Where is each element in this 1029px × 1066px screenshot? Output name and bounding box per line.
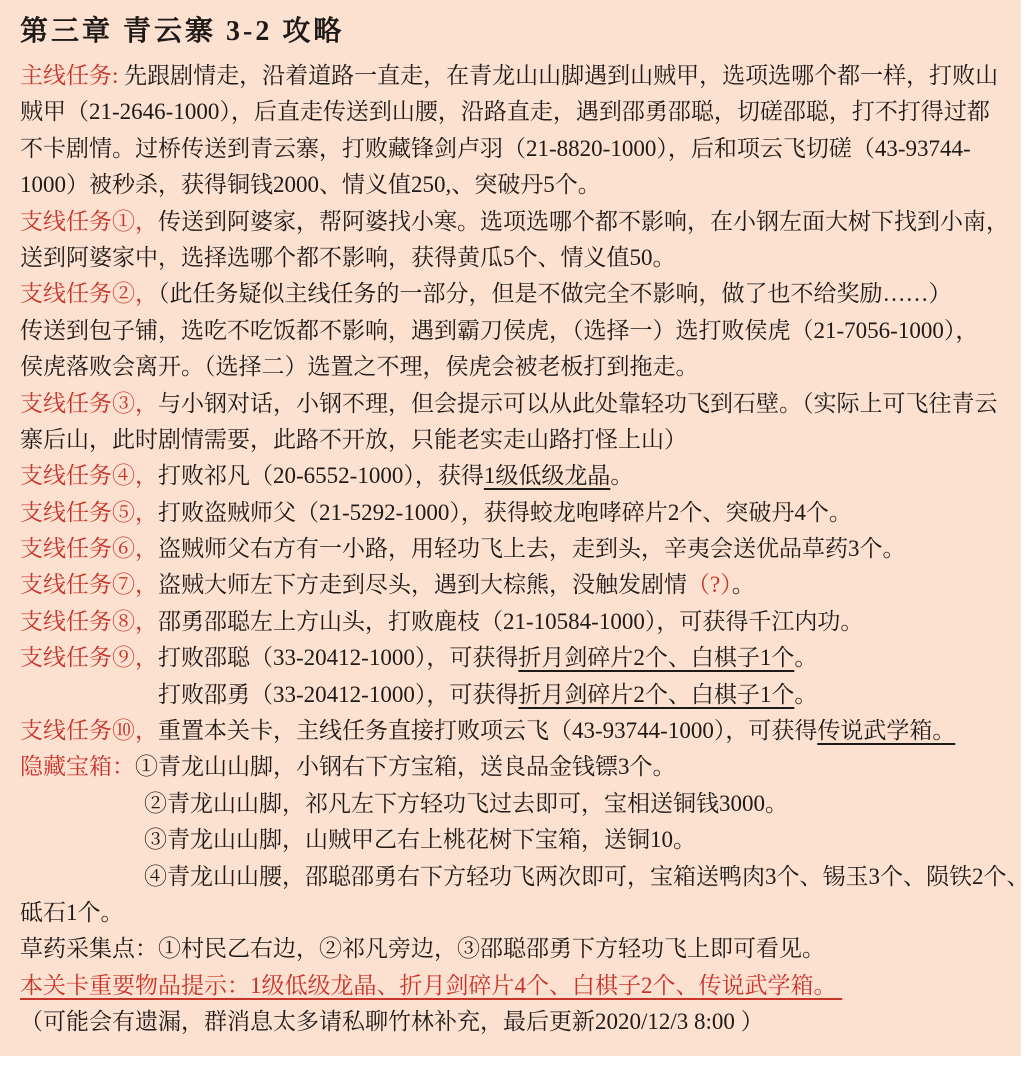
text-run: ③青龙山山脚，山贼甲乙右上桃花树下宝箱，送铜10。 (144, 827, 696, 853)
text-run: 先跟剧情走，沿着道路一直走，在青龙山山脚遇到山贼甲，选项选哪个都一样，打败山 (118, 63, 999, 88)
text-run: 打败邵勇（33-20412-1000），可获得 (158, 681, 519, 707)
text-run: 邵勇邵聪左上方山头，打败鹿枝（21-10584-1000），可获得千江内功。 (158, 608, 864, 634)
doc-line (20, 749, 1003, 785)
text-run: ①青龙山山脚，小钢右下方宝箱，送良品金钱镖3个。 (135, 754, 676, 780)
text-run: 传送到阿婆家，帮阿婆找小寒。选项选哪个都不影响，在小钢左面大树下找到小南， (158, 208, 1009, 234)
text-run: 砥石1个。 (20, 899, 124, 925)
text-run: 不卡剧情。过桥传送到青云寨，打败藏锋剑卢羽（21-8820-1000），后和项云飞切磋（43-93744- (20, 135, 971, 161)
text-run: ②青龙山山脚，祁凡左下方轻功飞过去即可，宝相送铜钱3000。 (144, 790, 788, 816)
doc-line (20, 458, 1003, 494)
text-run: ④青龙山山腰，邵聪邵勇右下方轻功飞两次即可，宝箱送鸭肉3个、锡玉3个、陨铁2个、 (144, 863, 1029, 889)
highlight-run: 支线任务⑦， (20, 572, 158, 598)
doc-line (20, 677, 1003, 713)
highlight-run: 支线任务⑨， (20, 645, 158, 671)
highlight-run: （?） (687, 572, 732, 598)
text-run: 1级低级龙晶 (483, 463, 611, 489)
guide-body (20, 58, 1029, 1041)
text-run: 与小钢对话，小钢不理，但会提示可以从此处靠轻功飞到石壁。（实际上可飞往青云 (158, 390, 998, 416)
highlight-run: 本关卡重要物品提示：1级低级龙晶、折月剑碎片4个、白棋子2个、传说武学箱。 (20, 972, 843, 998)
highlight-run: 支线任务②， (20, 281, 158, 307)
text-run: （可能会有遗漏，群消息太多请私聊竹林补充，最后更新2020/12/3 8:00 ） (20, 1009, 764, 1035)
text-run: 送到阿婆家中，选择选哪个都不影响，获得黄瓜5个、情义值50。 (20, 244, 676, 270)
text-run: 盗贼大师左下方走到尽头，遇到大棕熊，没触发剧情 (158, 572, 687, 598)
highlight-run: 支线任务④， (20, 463, 158, 489)
highlight-run: 支线任务⑩， (20, 718, 158, 744)
text-run: 重置本关卡，主线任务直接打败项云飞（43-93744-1000），可获得 (158, 718, 818, 744)
doc-line (20, 531, 1003, 567)
doc-line (20, 276, 1003, 312)
text-run: 贼甲（21-2646-1000），后直走传送到山腰，沿路直走，遇到邵勇邵聪，切磋邵聪，打不打得过都 (20, 99, 990, 125)
doc-line (20, 895, 1003, 931)
doc-line (20, 495, 1003, 531)
doc-line (20, 859, 1029, 895)
text-run: 传说武学箱。 (817, 718, 956, 744)
doc-line (20, 968, 1003, 1004)
doc-line (20, 567, 1003, 603)
doc-line (20, 786, 1003, 822)
doc-line (20, 386, 1003, 422)
text-run: 打败祁凡（20-6552-1000），获得 (158, 463, 484, 489)
highlight-run: 支线任务⑥， (20, 536, 158, 562)
text-run: 草药采集点：①村民乙右边，②祁凡旁边，③邵聪邵勇下方轻功飞上即可看见。 (20, 936, 825, 962)
text-run: 打败盗贼师父（21-5292-1000），获得蛟龙咆哮碎片2个、突破丹4个。 (158, 499, 852, 525)
text-run: 。 (610, 463, 634, 489)
highlight-run: 支线任务⑧， (20, 608, 158, 634)
text-run: 。 (731, 572, 755, 598)
doc-line (20, 349, 1003, 385)
highlight-run: 隐藏宝箱： (20, 754, 135, 780)
text-run: 盗贼师父右方有一小路，用轻功飞上去，走到头，辛夷会送优品草药3个。 (158, 536, 906, 562)
highlight-run: 支线任务①， (20, 208, 158, 234)
doc-line (20, 1004, 1003, 1040)
doc-line (20, 931, 1003, 967)
page-title: 第三章 青云寨 3-2 攻略 (20, 16, 345, 47)
doc-line (20, 204, 1009, 240)
doc-line (20, 713, 1003, 749)
text-run: 1000）被秒杀，获得铜钱2000、情义值250,、突破丹5个。 (20, 172, 601, 198)
text-run: 传送到包子铺，选吃不吃饭都不影响，遇到霸刀侯虎，（选择一）选打败侯虎（21-7056-1000）， (20, 317, 979, 343)
doc-line (20, 58, 1003, 94)
highlight-run: 支线任务⑤， (20, 499, 158, 525)
doc-line (20, 822, 1003, 858)
text-run: 侯虎落败会离开。（选择二）选置之不理，侯虎会被老板打到拖走。 (20, 354, 699, 380)
highlight-run: 支线任务③， (20, 390, 158, 416)
text-run: 寨后山，此时剧情需要，此路不开放，只能老实走山路打怪上山） (20, 426, 687, 452)
text-run: 。 (794, 681, 818, 707)
doc-line (20, 640, 1003, 676)
doc-line (20, 422, 1003, 458)
text-run: 折月剑碎片2个、白棋子1个 (518, 681, 795, 707)
doc-line (20, 240, 1003, 276)
highlight-run: 主线任务: (20, 63, 119, 88)
doc-line (20, 94, 1003, 130)
doc-line (20, 167, 1003, 203)
doc-line (20, 313, 1003, 349)
doc-line (20, 131, 1003, 167)
text-run: 折月剑碎片2个、白棋子1个 (518, 645, 795, 671)
text-run: （此任务疑似主线任务的一部分，但是不做完全不影响，做了也不给奖励……） (158, 281, 952, 307)
text-run: 。 (794, 645, 818, 671)
doc-line (20, 604, 1003, 640)
text-run: 打败邵聪（33-20412-1000），可获得 (158, 645, 519, 671)
